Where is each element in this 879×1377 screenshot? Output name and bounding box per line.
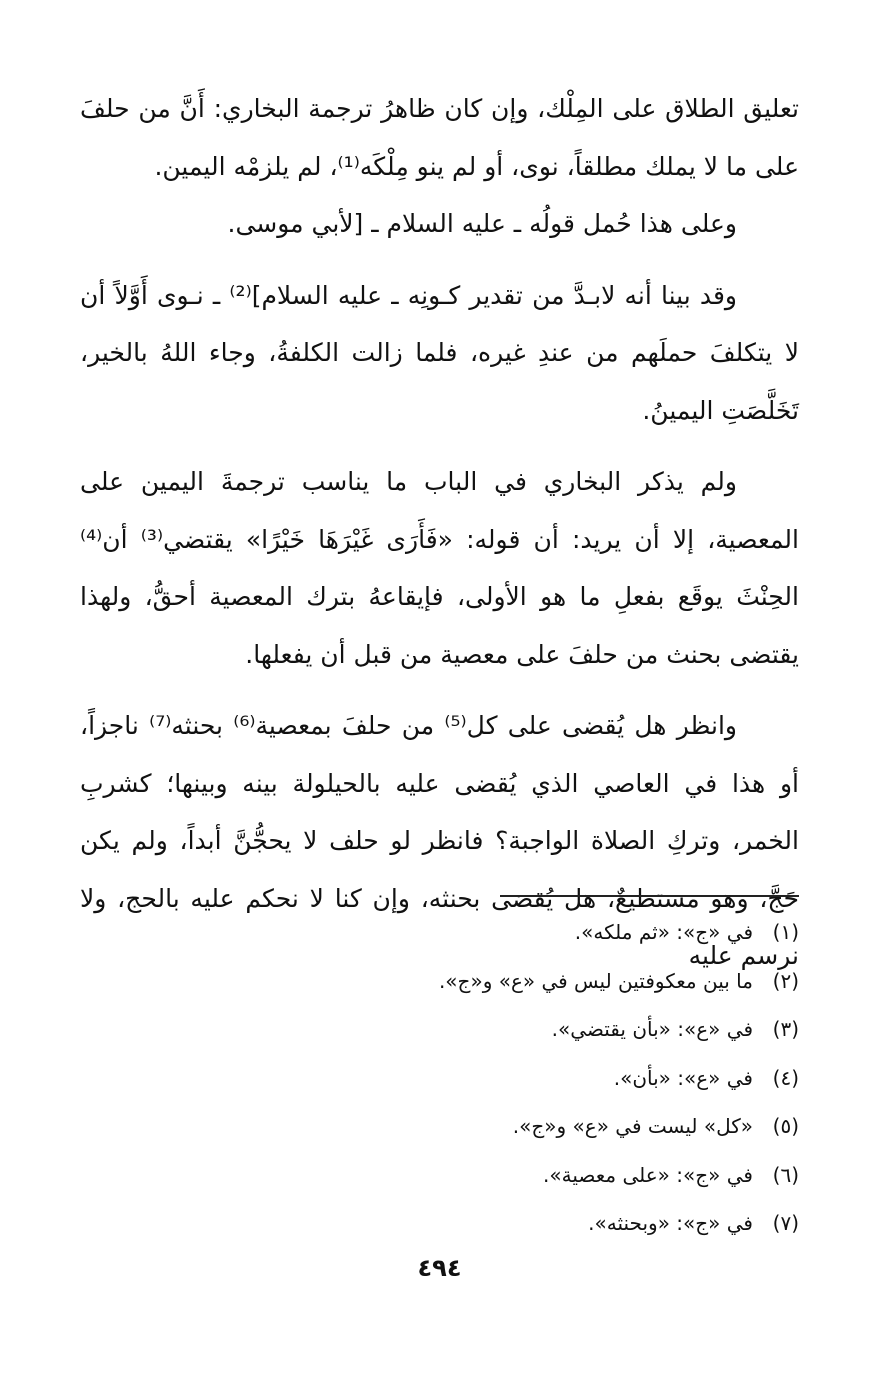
footnote-text: في «ج»: «وبحنثه». — [588, 1211, 753, 1235]
footnote-1 — [80, 908, 799, 957]
page-number: ٤٩٤ — [417, 1254, 462, 1282]
paragraph-4: ولم يذكر البخاري في الباب ما يناسب ترجمةَ اليمين على المعصية، إلا أن يريد: أن قوله: «فَأَرَى غَيْرَهَا خَيْرًا» يقتضي⁽³⁾ أن⁽⁴⁾ الحِنْثَ يوقَع بفعلِ ما هو الأولى، فإيقاعهُ بترك المعصية أحقُّ، ولهذا يقتضى بحنث من حلفَ على معصية من قبل أن يفعلها. — [80, 467, 799, 669]
paragraph-2: وعلى هذا حُمل قولُه ـ عليه السلام ـ [لأبي موسى. — [227, 209, 737, 238]
footnote-number: (٦) — [772, 1162, 799, 1187]
footnote-number: (٣) — [772, 1017, 799, 1041]
footnote-number: (٤) — [772, 1065, 799, 1090]
paragraph-3: وقد بينا أنه لابـدَّ من تقدير كـونِه ـ عليه السلام]⁽²⁾ ـ نـوى أَوَّلاً أن لا يتكلفَ حملَهم من عندِ غيره، فلما زالت الكلفةُ، وجاء اللهُ بالخير، تَخَلَّصَتِ اليمينُ. — [80, 280, 799, 425]
footnote-number: (٥) — [772, 1114, 799, 1138]
footnote-text: في «ع»: «بأن يقتضي». — [551, 1017, 753, 1041]
footnote-2 — [80, 957, 799, 1006]
footnote-6 — [80, 1151, 799, 1200]
footnotes — [80, 908, 799, 1248]
footnote-text: في «ج»: «على معصية». — [543, 1162, 753, 1187]
footnote-5 — [80, 1102, 799, 1151]
paragraph-5: وانظر هل يُقضى على كل⁽⁵⁾ من حلفَ بمعصية⁽⁶⁾ بحنثه⁽⁷⁾ ناجزاً، أو هذا في العاصي الذي يُقضى عليه بالحيلولة بينه وبينها؛ كشربِ الخمر، وتركِ الصلاة الواجبة؟ فانظر لو حلف لا يحجُّنَّ أبداً، ولم يكن حَجَّ، وهو مستطيعٌ، هل يُقضى بحنثه، وإن كنا لا نحكم عليه بالحج، ولا نرسم عليه — [80, 711, 799, 970]
footnote-number: (٧) — [772, 1211, 799, 1235]
footnote-4 — [80, 1054, 799, 1103]
footnote-text: في «ج»: «ثم ملكه». — [574, 920, 753, 944]
footnote-number: (٢) — [772, 968, 799, 993]
footnote-text: ما بين معكوفتين ليس في «ع» و«ج». — [438, 968, 753, 993]
footnote-text: «كل» ليست في «ع» و«ج». — [512, 1114, 753, 1138]
footnote-7 — [80, 1199, 799, 1248]
footnote-3 — [80, 1005, 799, 1054]
paragraph-1: تعليق الطلاق على المِلْك، وإن كان ظاهرُ ترجمة البخاري: أَنَّ من حلفَ على ما لا يملك مطلقاً، نوى، أو لم ينو مِلْكَه⁽¹⁾، لم يلزمْه اليمين. — [80, 94, 799, 181]
footnote-separator — [500, 895, 799, 897]
footnote-text: في «ع»: «بأن». — [613, 1065, 753, 1090]
footnote-number: (١) — [772, 920, 799, 944]
body-text — [80, 80, 799, 985]
